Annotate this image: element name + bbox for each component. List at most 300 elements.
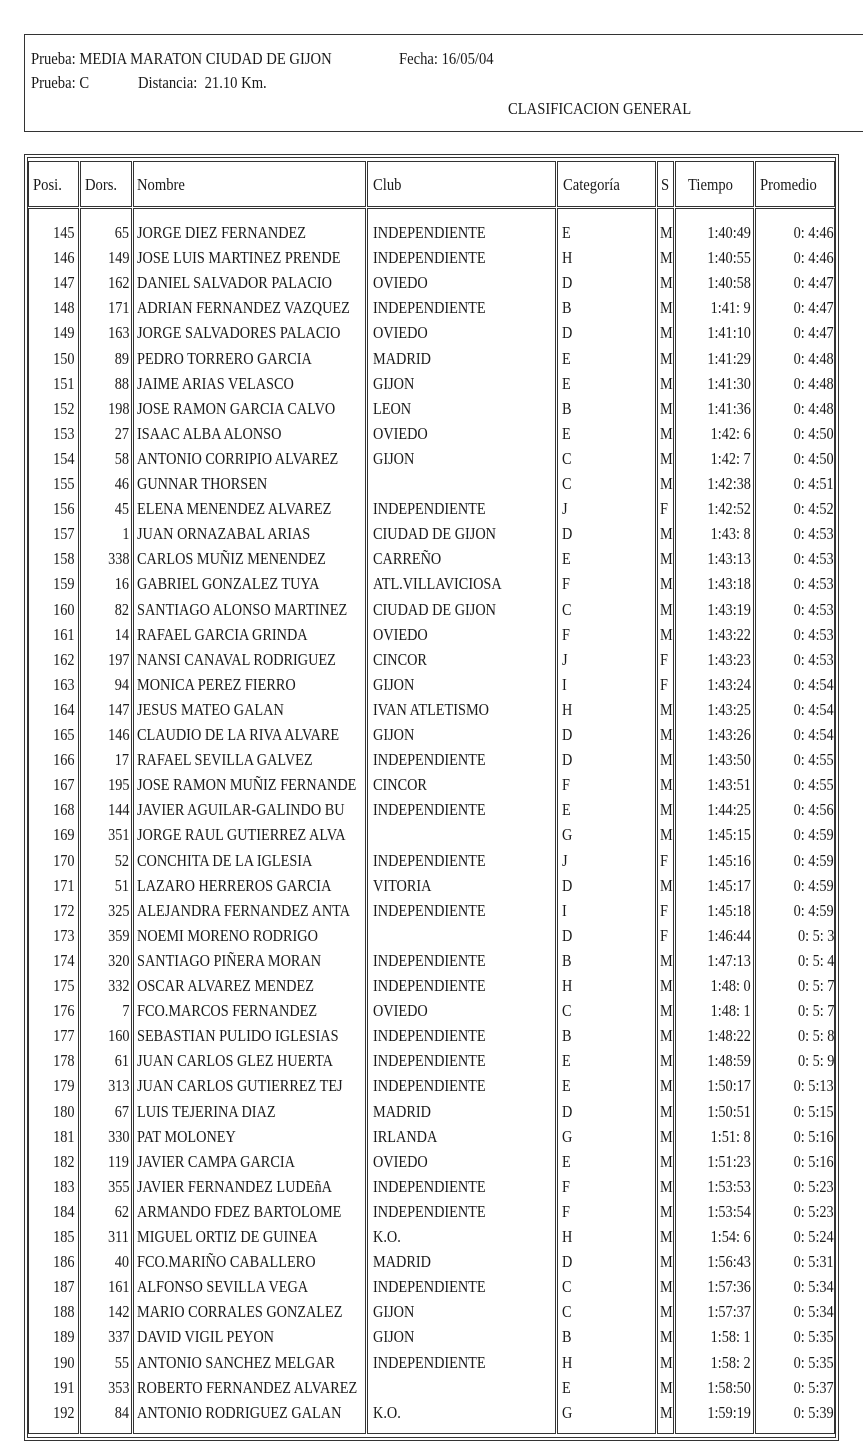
table-row (24, 546, 840, 571)
col-head-tiempo (675, 161, 754, 207)
cell-tiempo: 1:45:18 (707, 900, 751, 920)
cell-sexo: M (660, 1377, 673, 1397)
cell-sexo: F (660, 499, 668, 519)
cell-posi: 157 (52, 524, 74, 544)
cell-sexo: M (660, 1352, 673, 1372)
cell-tiempo: 1:42:52 (707, 499, 751, 519)
cell-dors: 1 (121, 524, 129, 544)
cell-sexo: M (660, 373, 673, 393)
cell-nombre: ADRIAN FERNANDEZ VAZQUEZ (137, 298, 350, 318)
cell-categoria: B (562, 398, 572, 418)
cell-nombre: GUNNAR THORSEN (137, 474, 268, 493)
cell-sexo: M (660, 1151, 673, 1171)
cell-posi: 150 (52, 348, 74, 368)
cell-dors: 197 (107, 649, 129, 669)
table-row (24, 295, 840, 320)
cell-sexo: M (660, 1227, 673, 1246)
cell-tiempo: 1:50:17 (707, 1076, 751, 1096)
cell-promedio: 0: 4:59 (793, 875, 834, 895)
cell-nombre: ANTONIO CORRIPIO ALVAREZ (137, 448, 339, 468)
cell-nombre: LUIS TEJERINA DIAZ (137, 1101, 276, 1121)
cell-club: INDEPENDIENTE (373, 1277, 486, 1297)
cell-nombre: FCO.MARIÑO CABALLERO (137, 1252, 316, 1272)
cell-nombre: SANTIAGO PIÑERA MORAN (137, 950, 322, 970)
cell-dors: 7 (121, 1001, 129, 1021)
cell-promedio: 0: 4:54 (793, 699, 834, 719)
cell-dors: 62 (114, 1201, 129, 1221)
cell-tiempo: 1:53:53 (707, 1176, 751, 1196)
cell-dors: 46 (114, 474, 129, 493)
cell-club: OVIEDO (373, 624, 428, 644)
cell-dors: 144 (107, 800, 129, 820)
cell-tiempo: 1:51: 8 (710, 1126, 751, 1146)
cell-nombre: JAIME ARIAS VELASCO (137, 373, 294, 393)
cell-categoria: D (562, 1101, 573, 1121)
cell-categoria: D (562, 725, 573, 744)
cell-sexo: F (660, 900, 668, 920)
cell-tiempo: 1:42: 7 (710, 448, 751, 468)
cell-categoria: F (562, 1201, 570, 1221)
cell-club: OVIEDO (373, 1151, 428, 1171)
cell-tiempo: 1:43:26 (707, 725, 751, 744)
cell-promedio: 0: 5: 3 (797, 925, 834, 945)
cell-promedio: 0: 4:50 (793, 448, 834, 468)
header-categoria: Categoría (563, 175, 620, 194)
cell-sexo: M (660, 1001, 673, 1021)
col-head-posi (28, 161, 79, 207)
table-row (24, 848, 840, 873)
cell-promedio: 0: 4:53 (793, 599, 834, 619)
cell-promedio: 0: 4:54 (793, 725, 834, 744)
table-row (24, 1199, 840, 1224)
cell-club: GIJON (373, 448, 415, 468)
cell-club: K.O. (373, 1402, 401, 1422)
table-row (24, 948, 840, 973)
table-row (24, 1048, 840, 1073)
cell-promedio: 0: 4:55 (793, 750, 834, 770)
distancia-label: Distancia: 21.10 Km. (138, 73, 267, 92)
cell-categoria: E (562, 549, 571, 569)
cell-tiempo: 1:43:19 (707, 599, 751, 619)
cell-dors: 84 (114, 1402, 129, 1422)
cell-sexo: M (660, 323, 673, 343)
cell-nombre: RAFAEL SEVILLA GALVEZ (137, 750, 313, 770)
cell-nombre: JAVIER CAMPA GARCIA (137, 1151, 295, 1171)
cell-posi: 158 (52, 549, 74, 569)
cell-sexo: M (660, 273, 673, 293)
fecha-label: Fecha: 16/05/04 (399, 49, 494, 68)
cell-categoria: D (562, 323, 573, 343)
cell-categoria: C (562, 1001, 572, 1021)
cell-club: VITORIA (373, 875, 432, 895)
cell-categoria: H (562, 976, 573, 995)
cell-sexo: M (660, 950, 673, 970)
cell-dors: 359 (107, 925, 129, 945)
cell-tiempo: 1:42: 6 (710, 423, 751, 443)
cell-posi: 175 (52, 976, 74, 995)
header-dors: Dors. (85, 175, 118, 194)
table-row (24, 1299, 840, 1324)
cell-promedio: 0: 5:39 (793, 1402, 834, 1422)
col-head-s (657, 161, 674, 207)
cell-sexo: M (660, 1402, 673, 1422)
cell-dors: 14 (114, 624, 129, 644)
col-head-promedio (755, 161, 835, 207)
cell-promedio: 0: 5:31 (793, 1252, 834, 1272)
cell-posi: 145 (52, 223, 74, 242)
cell-club: LEON (373, 398, 412, 418)
cell-posi: 171 (52, 875, 74, 895)
cell-sexo: M (660, 1277, 673, 1297)
cell-categoria: D (562, 750, 573, 770)
table-row (24, 1400, 840, 1425)
table-row (24, 571, 840, 596)
cell-nombre: CONCHITA DE LA IGLESIA (137, 850, 313, 870)
cell-categoria: C (562, 474, 572, 493)
cell-promedio: 0: 4:54 (793, 674, 834, 694)
cell-promedio: 0: 4:47 (793, 323, 834, 343)
cell-categoria: B (562, 1327, 572, 1347)
cell-categoria: H (562, 699, 573, 719)
header-club: Club (373, 175, 402, 194)
cell-posi: 159 (52, 574, 74, 594)
cell-sexo: M (660, 725, 673, 744)
cell-tiempo: 1:50:51 (707, 1101, 751, 1121)
table-row (24, 346, 840, 371)
cell-nombre: CARLOS MUÑIZ MENENDEZ (137, 549, 326, 569)
table-row (24, 822, 840, 847)
cell-categoria: E (562, 1076, 571, 1096)
cell-club: CINCOR (373, 649, 427, 669)
cell-club: INDEPENDIENTE (373, 1076, 486, 1096)
cell-nombre: DANIEL SALVADOR PALACIO (137, 273, 332, 293)
col-head-nombre (133, 161, 366, 207)
cell-club: INDEPENDIENTE (373, 499, 486, 519)
cell-tiempo: 1:45:16 (707, 850, 751, 870)
cell-club: GIJON (373, 1327, 415, 1347)
cell-nombre: JUAN ORNAZABAL ARIAS (137, 524, 311, 544)
table-row (24, 270, 840, 295)
cell-tiempo: 1:48:22 (707, 1026, 751, 1046)
cell-nombre: DAVID VIGIL PEYON (137, 1327, 274, 1347)
cell-nombre: JOSE RAMON MUÑIZ FERNANDE (137, 775, 357, 795)
table-row (24, 1149, 840, 1174)
cell-nombre: MIGUEL ORTIZ DE GUINEA (137, 1227, 318, 1246)
table-row (24, 1023, 840, 1048)
cell-nombre: RAFAEL GARCIA GRINDA (137, 624, 308, 644)
table-row (24, 1375, 840, 1400)
cell-tiempo: 1:44:25 (707, 800, 751, 820)
cell-tiempo: 1:47:13 (707, 950, 751, 970)
cell-posi: 162 (52, 649, 74, 669)
cell-dors: 94 (114, 674, 129, 694)
cell-posi: 177 (52, 1026, 74, 1046)
cell-nombre: NANSI CANAVAL RODRIGUEZ (137, 649, 336, 669)
cell-nombre: ELENA MENENDEZ ALVAREZ (137, 499, 332, 519)
cell-categoria: F (562, 1176, 570, 1196)
cell-tiempo: 1:57:36 (707, 1277, 751, 1297)
cell-nombre: ANTONIO SANCHEZ MELGAR (137, 1352, 336, 1372)
cell-categoria: D (562, 524, 573, 544)
cell-club: INDEPENDIENTE (373, 800, 486, 820)
cell-promedio: 0: 4:59 (793, 850, 834, 870)
cell-categoria: E (562, 348, 571, 368)
cell-tiempo: 1:42:38 (707, 474, 751, 493)
cell-sexo: M (660, 624, 673, 644)
table-row (24, 772, 840, 797)
cell-posi: 148 (52, 298, 74, 318)
results-table (24, 154, 840, 1442)
cell-categoria: C (562, 599, 572, 619)
cell-posi: 192 (52, 1402, 74, 1422)
cell-dors: 351 (107, 825, 129, 845)
cell-sexo: M (660, 1126, 673, 1146)
cell-sexo: M (660, 1076, 673, 1096)
cell-promedio: 0: 4:48 (793, 348, 834, 368)
cell-categoria: B (562, 298, 572, 318)
table-row (24, 1224, 840, 1249)
cell-sexo: M (660, 348, 673, 368)
cell-posi: 160 (52, 599, 74, 619)
cell-dors: 16 (114, 574, 129, 594)
cell-dors: 67 (114, 1101, 129, 1121)
cell-promedio: 0: 5:37 (793, 1377, 834, 1397)
cell-dors: 195 (107, 775, 129, 795)
cell-dors: 89 (114, 348, 129, 368)
cell-sexo: M (660, 298, 673, 318)
cell-sexo: M (660, 1252, 673, 1272)
cell-sexo: F (660, 850, 668, 870)
cell-dors: 40 (114, 1252, 129, 1272)
cell-club: MADRID (373, 1101, 431, 1121)
cell-posi: 184 (52, 1201, 74, 1221)
cell-posi: 189 (52, 1327, 74, 1347)
cell-posi: 151 (52, 373, 74, 393)
cell-categoria: J (562, 850, 568, 870)
cell-dors: 162 (107, 273, 129, 293)
cell-dors: 320 (107, 950, 129, 970)
cell-categoria: G (562, 825, 573, 845)
cell-categoria: E (562, 1377, 571, 1397)
table-row (24, 1324, 840, 1349)
cell-tiempo: 1:57:37 (707, 1302, 751, 1322)
cell-dors: 338 (107, 549, 129, 569)
cell-dors: 51 (114, 875, 129, 895)
cell-nombre: ARMANDO FDEZ BARTOLOME (137, 1201, 342, 1221)
cell-club: CARREÑO (373, 549, 442, 569)
cell-promedio: 0: 4:55 (793, 775, 834, 795)
cell-promedio: 0: 4:59 (793, 900, 834, 920)
cell-tiempo: 1:43:51 (707, 775, 751, 795)
cell-promedio: 0: 5: 7 (797, 1001, 834, 1021)
cell-categoria: C (562, 1277, 572, 1297)
cell-sexo: M (660, 223, 673, 242)
cell-posi: 167 (52, 775, 74, 795)
cell-sexo: M (660, 1101, 673, 1121)
table-row (24, 245, 840, 270)
cell-sexo: M (660, 800, 673, 820)
cell-dors: 160 (107, 1026, 129, 1046)
cell-nombre: PAT MOLONEY (137, 1126, 236, 1146)
cell-sexo: M (660, 699, 673, 719)
table-row (24, 722, 840, 747)
cell-tiempo: 1:53:54 (707, 1201, 751, 1221)
cell-club: INDEPENDIENTE (373, 1352, 486, 1372)
table-row (24, 873, 840, 898)
cell-sexo: M (660, 574, 673, 594)
cell-promedio: 0: 4:51 (793, 474, 834, 493)
cell-tiempo: 1:43:50 (707, 750, 751, 770)
cell-promedio: 0: 4:52 (793, 499, 834, 519)
cell-dors: 163 (107, 323, 129, 343)
cell-dors: 82 (114, 599, 129, 619)
table-row (24, 1099, 840, 1124)
cell-posi: 170 (52, 850, 74, 870)
cell-nombre: JOSE RAMON GARCIA CALVO (137, 398, 336, 418)
cell-posi: 173 (52, 925, 74, 945)
cell-sexo: M (660, 248, 673, 268)
cell-promedio: 0: 5:13 (793, 1076, 834, 1096)
prueba-title: Prueba: MEDIA MARATON CIUDAD DE GIJON (31, 49, 332, 68)
cell-sexo: M (660, 524, 673, 544)
cell-nombre: JAVIER AGUILAR-GALINDO BU (137, 800, 345, 820)
cell-posi: 164 (52, 699, 74, 719)
cell-tiempo: 1:43:18 (707, 574, 751, 594)
cell-promedio: 0: 5:35 (793, 1352, 834, 1372)
cell-categoria: G (562, 1126, 573, 1146)
cell-nombre: MONICA PEREZ FIERRO (137, 674, 296, 694)
cell-promedio: 0: 4:53 (793, 649, 834, 669)
table-row (24, 747, 840, 772)
header-tiempo: Tiempo (688, 175, 733, 194)
cell-posi: 172 (52, 900, 74, 920)
table-row (24, 1174, 840, 1199)
cell-posi: 163 (52, 674, 74, 694)
cell-promedio: 0: 4:46 (793, 223, 834, 242)
cell-nombre: ROBERTO FERNANDEZ ALVAREZ (137, 1377, 358, 1397)
cell-posi: 179 (52, 1076, 74, 1096)
cell-sexo: M (660, 775, 673, 795)
cell-dors: 330 (107, 1126, 129, 1146)
cell-promedio: 0: 5:24 (793, 1227, 834, 1246)
table-row (24, 421, 840, 446)
table-row (24, 647, 840, 672)
cell-tiempo: 1:41:30 (707, 373, 751, 393)
cell-sexo: F (660, 674, 668, 694)
cell-posi: 186 (52, 1252, 74, 1272)
cell-promedio: 0: 4:46 (793, 248, 834, 268)
cell-categoria: D (562, 925, 573, 945)
cell-tiempo: 1:46:44 (707, 925, 751, 945)
cell-posi: 153 (52, 423, 74, 443)
cell-club: INDEPENDIENTE (373, 1051, 486, 1071)
table-row (24, 973, 840, 998)
cell-club: GIJON (373, 725, 415, 744)
cell-dors: 142 (107, 1302, 129, 1322)
table-row (24, 1274, 840, 1299)
cell-categoria: I (562, 674, 567, 694)
cell-nombre: JORGE DIEZ FERNANDEZ (137, 223, 306, 242)
cell-posi: 169 (52, 825, 74, 845)
cell-dors: 45 (114, 499, 129, 519)
cell-club: OVIEDO (373, 273, 428, 293)
cell-nombre: CLAUDIO DE LA RIVA ALVARE (137, 725, 340, 744)
table-row (24, 471, 840, 496)
cell-dors: 313 (107, 1076, 129, 1096)
header-nombre: Nombre (137, 175, 185, 194)
cell-nombre: LAZARO HERREROS GARCIA (137, 875, 332, 895)
cell-tiempo: 1:58: 2 (710, 1352, 751, 1372)
header-box (24, 34, 863, 132)
cell-promedio: 0: 5:16 (793, 1126, 834, 1146)
cell-dors: 61 (114, 1051, 129, 1071)
cell-promedio: 0: 5: 4 (797, 950, 834, 970)
cell-dors: 65 (114, 223, 129, 242)
cell-dors: 337 (107, 1327, 129, 1347)
cell-club: CIUDAD DE GIJON (373, 599, 496, 619)
cell-posi: 176 (52, 1001, 74, 1021)
cell-tiempo: 1:41:10 (707, 323, 751, 343)
cell-nombre: NOEMI MORENO RODRIGO (137, 925, 318, 945)
cell-dors: 161 (107, 1277, 129, 1297)
cell-posi: 165 (52, 725, 74, 744)
cell-tiempo: 1:58:50 (707, 1377, 751, 1397)
table-row (24, 998, 840, 1023)
cell-dors: 325 (107, 900, 129, 920)
cell-tiempo: 1:40:58 (707, 273, 751, 293)
table-row (24, 220, 840, 245)
cell-categoria: H (562, 1352, 573, 1372)
prueba-category: Prueba: C (31, 73, 90, 92)
cell-sexo: F (660, 925, 668, 945)
cell-categoria: E (562, 1151, 571, 1171)
cell-nombre: PEDRO TORRERO GARCIA (137, 348, 312, 368)
cell-posi: 155 (52, 474, 74, 493)
cell-club: OVIEDO (373, 323, 428, 343)
cell-sexo: M (660, 750, 673, 770)
cell-nombre: JORGE SALVADORES PALACIO (137, 323, 341, 343)
cell-posi: 146 (52, 248, 74, 268)
cell-posi: 180 (52, 1101, 74, 1121)
cell-tiempo: 1:43:25 (707, 699, 751, 719)
cell-posi: 168 (52, 800, 74, 820)
col-head-dors (80, 161, 132, 207)
header-s: S (661, 175, 670, 194)
table-row (24, 898, 840, 923)
table-row (24, 521, 840, 546)
cell-sexo: M (660, 1201, 673, 1221)
table-row (24, 1073, 840, 1098)
cell-nombre: ANTONIO RODRIGUEZ GALAN (137, 1402, 342, 1422)
cell-posi: 147 (52, 273, 74, 293)
cell-promedio: 0: 5: 8 (797, 1026, 834, 1046)
cell-dors: 58 (114, 448, 129, 468)
cell-tiempo: 1:48:59 (707, 1051, 751, 1071)
cell-categoria: D (562, 875, 573, 895)
cell-categoria: B (562, 1026, 572, 1046)
cell-promedio: 0: 5:15 (793, 1101, 834, 1121)
cell-club: INDEPENDIENTE (373, 950, 486, 970)
cell-dors: 353 (107, 1377, 129, 1397)
cell-promedio: 0: 4:53 (793, 624, 834, 644)
cell-categoria: E (562, 423, 571, 443)
cell-sexo: M (660, 398, 673, 418)
cell-posi: 183 (52, 1176, 74, 1196)
cell-posi: 190 (52, 1352, 74, 1372)
cell-categoria: C (562, 1302, 572, 1322)
cell-nombre: JOSE LUIS MARTINEZ PRENDE (137, 248, 341, 268)
cell-tiempo: 1:41:29 (707, 348, 751, 368)
